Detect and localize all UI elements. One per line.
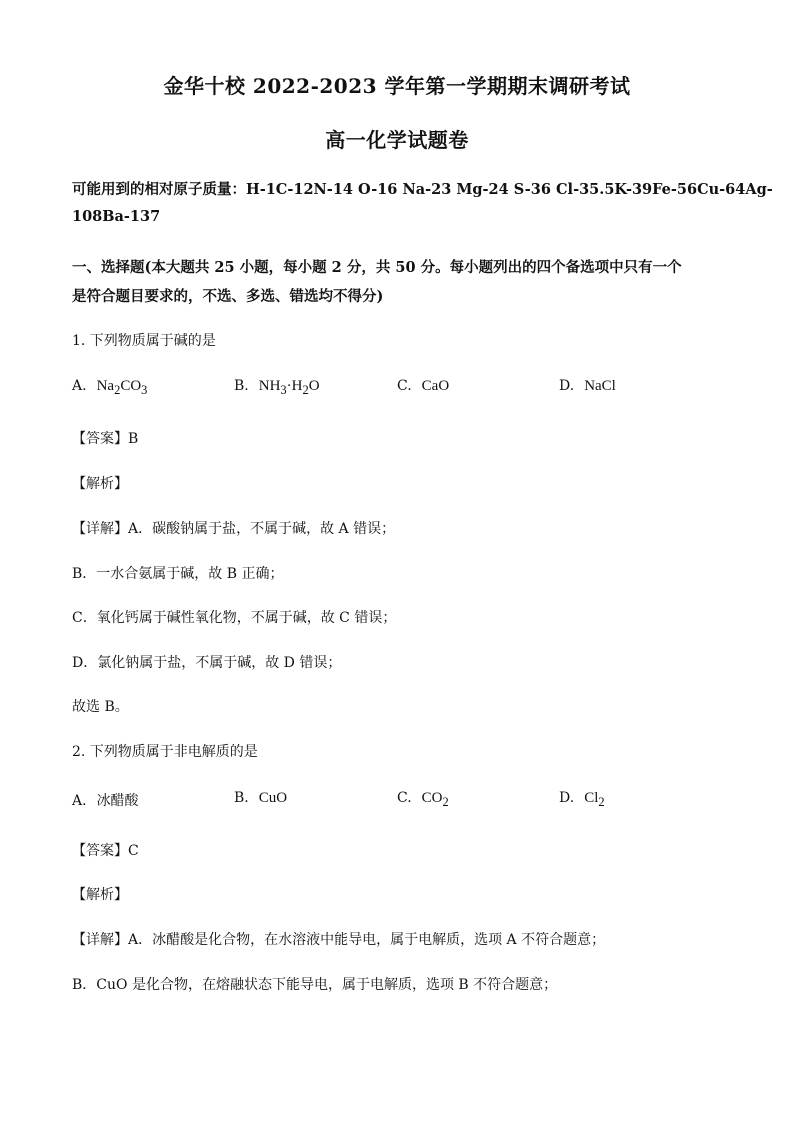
q1-answer: 【答案】B: [72, 431, 139, 447]
q1-option-a: [72, 378, 147, 398]
q1-detail-2: B．一水合氨属于碱，故 B 正确；: [72, 566, 284, 582]
q2-detail-2: B．CuO 是化合物，在熔融状态下能导电，属于电解质，选项 B 不符合题意；: [72, 977, 558, 993]
option-label: A.: [72, 793, 87, 809]
q1-detail-1: 【详解】A．碳酸钠属于盐，不属于碱，故 A 错误；: [72, 521, 396, 537]
section-heading-line-2: 是符合题目要求的，不选、多选、错选均不得分): [72, 288, 384, 305]
q1-detail-3: C．氧化钙属于碱性氧化物，不属于碱，故 C 错误；: [72, 610, 397, 626]
formula: NaCl: [584, 378, 616, 394]
q1-analysis-label: 【解析】: [72, 476, 128, 492]
q2-answer: 【答案】C: [72, 843, 139, 859]
formula: $CO_2$: [421, 790, 449, 809]
section-heading-line-1: 一、选择题(本大题共 25 小题，每小题 2 分，共 50 分。每小题列出的四个备选项中只有一个: [72, 259, 682, 276]
q1-option-b: [234, 378, 320, 398]
q2-option-a: [72, 790, 139, 810]
option-label: D.: [559, 378, 575, 394]
q1-option-c: [397, 378, 449, 395]
q2-stem: 2. 下列物质属于非电解质的是: [72, 744, 258, 760]
formula: CuO: [258, 790, 288, 806]
option-label: A.: [72, 378, 87, 394]
q1-option-d: [559, 378, 616, 395]
atomic-mass-line-1: 可能用到的相对原子质量：H-1C-12N-14 O-16 Na-23 Mg-24 S-36 Cl-35.5K-39Fe-56Cu-64Ag-: [72, 181, 773, 198]
q2-option-c: [397, 790, 449, 810]
q1-detail-5: 故选 B。: [72, 699, 129, 715]
q2-option-b: [234, 790, 287, 807]
option-label: C.: [397, 378, 412, 394]
option-label: C.: [397, 790, 412, 806]
atomic-mass-line-2: 108Ba-137: [72, 208, 161, 225]
formula: CaO: [421, 378, 450, 394]
option-label: B.: [234, 790, 249, 806]
option-text: 冰醋酸: [96, 793, 139, 809]
formula: $Cl_2$: [584, 790, 605, 809]
q1-detail-4: D．氯化钠属于盐，不属于碱，故 D 错误；: [72, 655, 342, 671]
q2-analysis-label: 【解析】: [72, 887, 128, 903]
formula: $Na_2CO_3$: [96, 378, 148, 397]
q2-option-d: [559, 790, 605, 810]
option-label: D.: [559, 790, 575, 806]
exam-subtitle: 高一化学试题卷: [325, 128, 469, 152]
exam-title: 金华十校 2022-2023 学年第一学期期末调研考试: [163, 74, 631, 98]
formula: $NH_3\cdot H_2O$: [258, 378, 320, 397]
option-label: B.: [234, 378, 249, 394]
q1-stem: 1. 下列物质属于碱的是: [72, 333, 216, 349]
q2-detail-1: 【详解】A．冰醋酸是化合物，在水溶液中能导电，属于电解质，选项 A 不符合题意；: [72, 932, 606, 948]
